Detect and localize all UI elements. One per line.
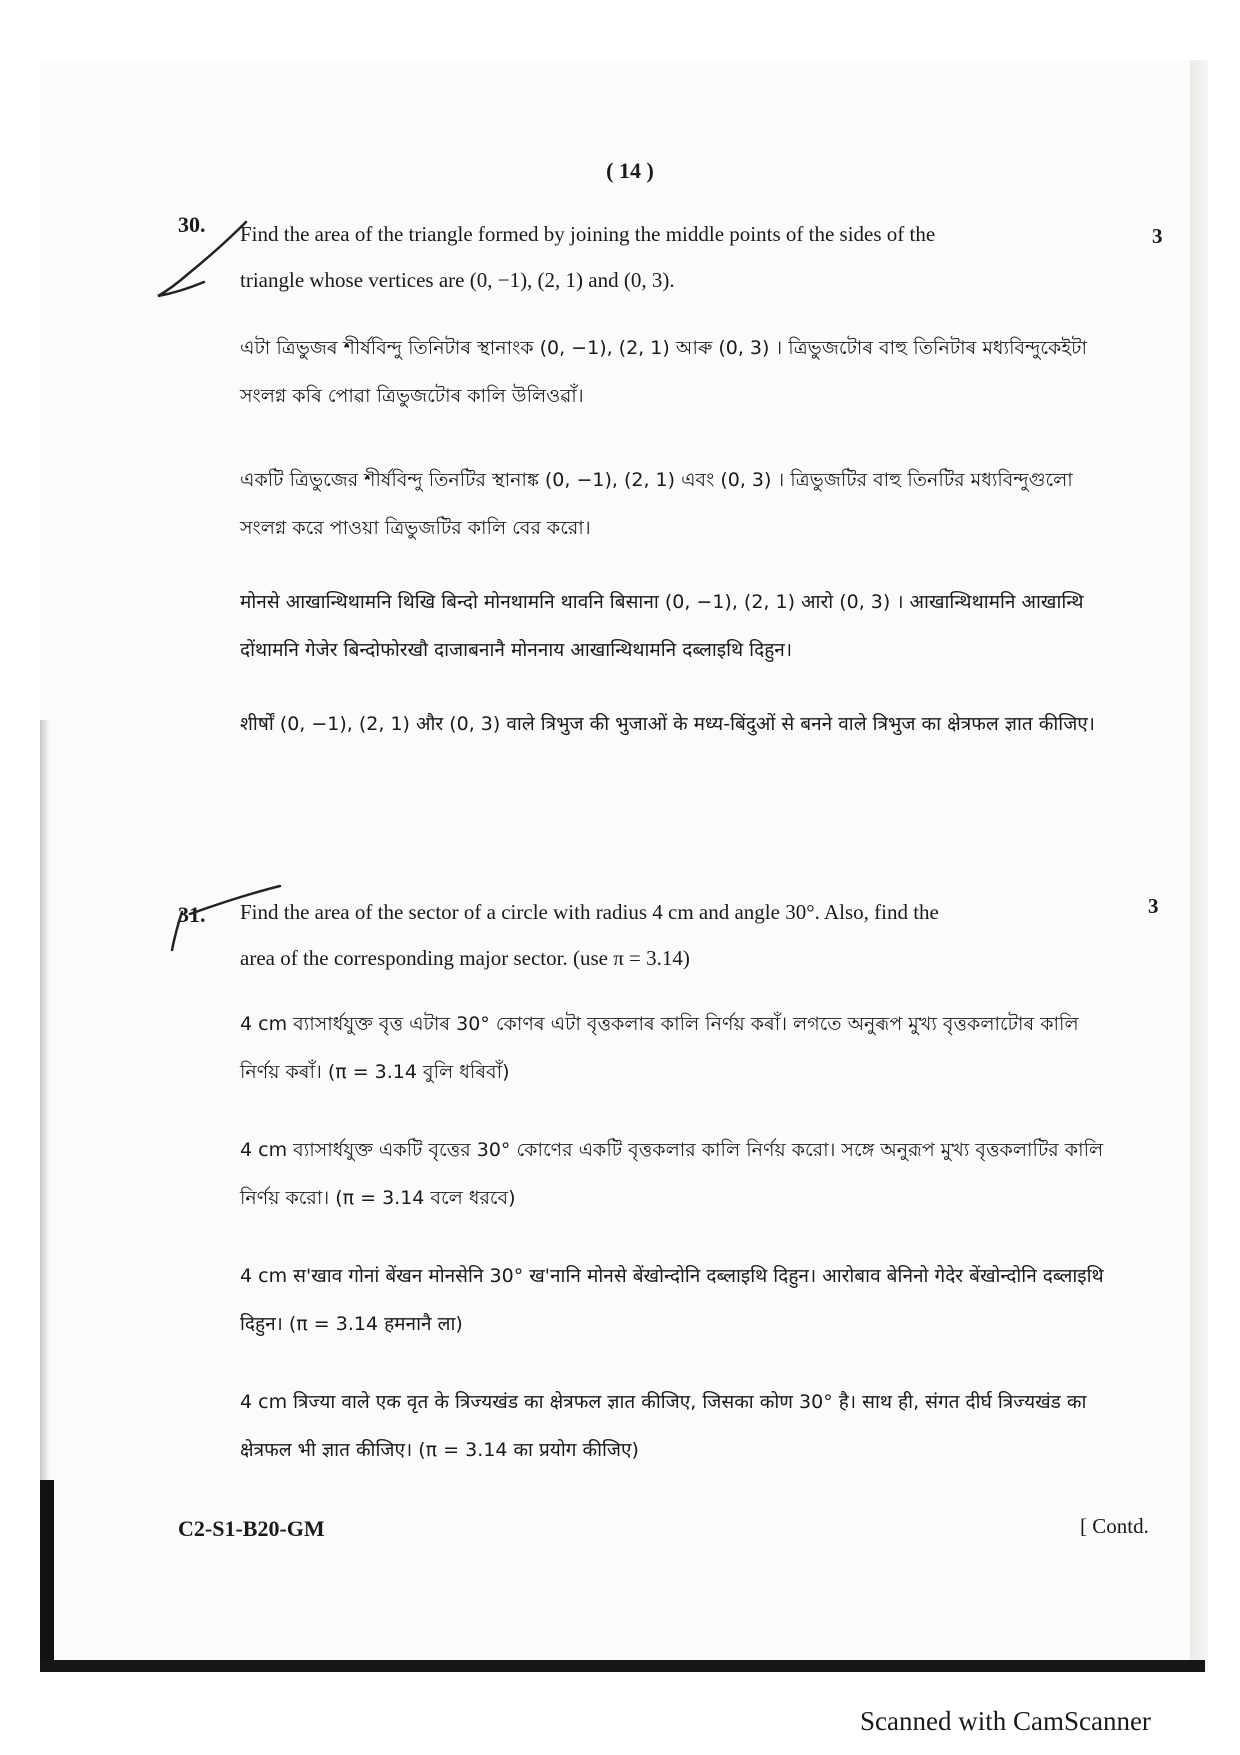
question-english-line: Find the area of the sector of a circle with radius 4 cm and angle 30°. Also, find the (240, 900, 939, 924)
camscanner-watermark: Scanned with CamScanner (860, 1706, 1151, 1736)
question-bodo: मोनसे आखान्थिथामनि थिखि बिन्दो मोनथामनि थावनि बिसाना (0, −1), (2, 1) आरो (0, 3) । आखान्थिथामनि आखान्थि दोंथामनि गेजेर बिन्दोफोरखौ दाजाबनानै मोननाय आखान्थिथामनि दब्लाइथि दिहुन। (240, 591, 1084, 661)
binding-strip (40, 1480, 54, 1670)
paper-code: C2-S1-B20-GM (178, 1516, 325, 1541)
question-assamese: এটা ত্ৰিভুজৰ শীৰ্ষবিন্দু তিনিটাৰ স্থানাংক (0, −1), (2, 1) আৰু (0, 3) । ত্ৰিভুজটোৰ বাহু তিনিটাৰ মধ্যবিন্দুকেইটা সংলগ্ন কৰি পোৱা ত্ৰিভুজটোৰ কালি উলিওৱাঁ। (240, 337, 1088, 407)
question-english-line: area of the corresponding major sector. (use π = 3.14) (240, 946, 690, 970)
question-hindi: शीर्षों (0, −1), (2, 1) और (0, 3) वाले त्रिभुज की भुजाओं के मध्य-बिंदुओं से बनने वाले त्रिभुज का क्षेत्रफल ज्ञात कीजिए। (240, 713, 1095, 735)
continued-note: [ Contd. (1080, 1514, 1149, 1538)
question-number: 31. (178, 902, 206, 927)
question-number: 30. (178, 212, 206, 237)
question-marks: 3 (1148, 894, 1159, 918)
question-bengali: একটি ত্রিভুজের শীর্ষবিন্দু তিনটির স্থানাঙ্ক (0, −1), (2, 1) এবং (0, 3) । ত্রিভুজটির বাহু তিনটির মধ্যবিন্দুগুলো সংলগ্ন করে পাওয়া ত্রিভুজটির কালি বের করো। (240, 469, 1073, 539)
page-number: ( 14 ) (606, 158, 654, 183)
question-bengali: 4 cm ব্যাসার্ধযুক্ত একটি বৃত্তের 30° কোণের একটি বৃত্তকলার কালি নির্ণয় করো। সঙ্গে অনুরূপ মুখ্য বৃত্তকলাটির কালি নির্ণয় করো। (π = 3.14 বলে ধরবে) (240, 1139, 1104, 1209)
question-english-line: Find the area of the triangle formed by joining the middle points of the sides of the (240, 222, 936, 246)
question-marks: 3 (1152, 224, 1163, 248)
question-hindi: 4 cm त्रिज्या वाले एक वृत के त्रिज्यखंड का क्षेत्रफल ज्ञात कीजिए, जिसका कोण 30° है। साथ ही, संगत दीर्घ त्रिज्यखंड का क्षेत्रफल भी ज्ञात कीजिए। (π = 3.14 का प्रयोग कीजिए) (240, 1391, 1087, 1461)
pen-tick-mark (160, 880, 290, 960)
page-edge-shadow (1190, 60, 1208, 1672)
page-bottom-edge (40, 1660, 1205, 1672)
question-english-line: triangle whose vertices are (0, −1), (2, 1) and (0, 3). (240, 268, 675, 292)
question-assamese: 4 cm ব্যাসাৰ্ধযুক্ত বৃত্ত এটাৰ 30° কোণৰ এটা বৃত্তকলাৰ কালি নিৰ্ণয় কৰাঁ। লগতে অনুৰূপ মুখ্য বৃত্তকলাটোৰ কালি নিৰ্ণয় কৰাঁ। (π = 3.14 বুলি ধৰিবাঁ) (240, 1013, 1079, 1083)
question-bodo: 4 cm स'खाव गोनां बेंखन मोनसेनि 30° ख'नानि मोनसे बेंखोन्दोनि दब्लाइथि दिहुन। आरोबाव बेनिनो गेदेर बेंखोन्दोनि दब्लाइथि दिहुन। (π = 3.14 हमनानै ला) (240, 1265, 1104, 1335)
pen-tick-mark (150, 208, 270, 308)
